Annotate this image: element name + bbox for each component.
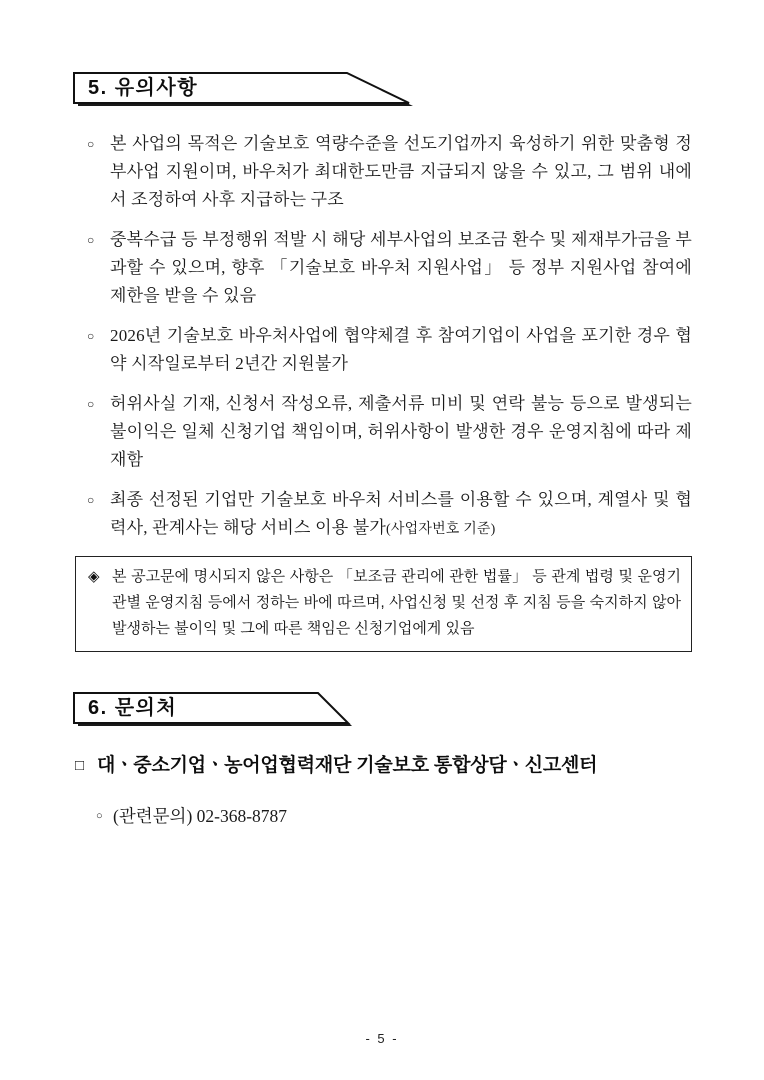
bullet-item <box>75 486 692 544</box>
circle-bullet-icon: ○ <box>87 493 95 507</box>
contact-phone-line <box>96 803 692 829</box>
bullet-item <box>75 130 692 214</box>
square-bullet-icon: □ <box>75 757 85 774</box>
contact-org-name: 대ㆍ중소기업ㆍ농어업협력재단 기술보호 통합상담ㆍ신고센터 <box>97 755 598 776</box>
section-5-header <box>75 72 692 110</box>
contact-phone-text: (관련문의) 02-368-8787 <box>113 806 288 826</box>
bullet-text <box>110 486 692 544</box>
section-6-header <box>75 692 692 730</box>
bullet-text-parenthetical: (사업자번호 기준) <box>386 522 496 537</box>
bullet-item <box>75 322 692 378</box>
bullet-text: 2026년 기술보호 바우처사업에 협약체결 후 참여기업이 사업을 포기한 경우 협약 시작일로부터 2년간 지원불가 <box>110 326 692 373</box>
circle-bullet-icon: ○ <box>87 329 95 343</box>
bullet-text: 허위사실 기재, 신청서 작성오류, 제출서류 미비 및 연락 불능 등으로 발생되는 불이익은 일체 신청기업 책임이며, 허위사항이 발생한 경우 운영지침에 따라 제재함 <box>110 394 692 469</box>
bullet-item <box>75 226 692 310</box>
circle-bullet-icon: ○ <box>87 397 95 411</box>
notes-bullet-list <box>75 130 692 544</box>
bullet-text: 본 사업의 목적은 기술보호 역량수준을 선도기업까지 육성하기 위한 맞춤형 정부사업 지원이며, 바우처가 최대한도만큼 지급되지 않을 수 있고, 그 범위 내에서 조정하여 사후 지급하는 구조 <box>110 134 692 209</box>
circle-bullet-icon: ○ <box>87 233 95 247</box>
diamond-bullet-icon: ◈ <box>88 568 100 585</box>
section-6-title: 6. 문의처 <box>88 697 178 719</box>
legal-note-box <box>75 556 692 652</box>
circle-bullet-icon: ○ <box>87 137 95 151</box>
bullet-item <box>75 390 692 474</box>
bullet-text: 중복수급 등 부정행위 적발 시 해당 세부사업의 보조금 환수 및 제재부가금을 부과할 수 있으며, 향후 「기술보호 바우처 지원사업」 등 정부 지원사업 참여에 제한을 받을 수 있음 <box>110 230 692 305</box>
legal-note-text: 본 공고문에 명시되지 않은 사항은 「보조금 관리에 관한 법률」 등 관계 법령 및 운영기관별 운영지침 등에서 정하는 바에 따르며, 사업신청 및 선정 후 지침 등을 숙지하지 않아 발생하는 불이익 및 그에 따른 책임은 신청기업에게 있음 <box>112 568 681 637</box>
bullet-text-main: 최종 선정된 기업만 기술보호 바우처 서비스를 이용할 수 있으며, 계열사 및 협력사, 관계사는 해당 서비스 이용 불가 <box>110 490 692 537</box>
contact-org-line <box>75 753 692 779</box>
circle-bullet-icon: ○ <box>96 810 103 822</box>
section-5-title: 5. 유의사항 <box>88 77 199 99</box>
page-number: - 5 - <box>365 1031 399 1046</box>
page-content <box>75 72 692 829</box>
